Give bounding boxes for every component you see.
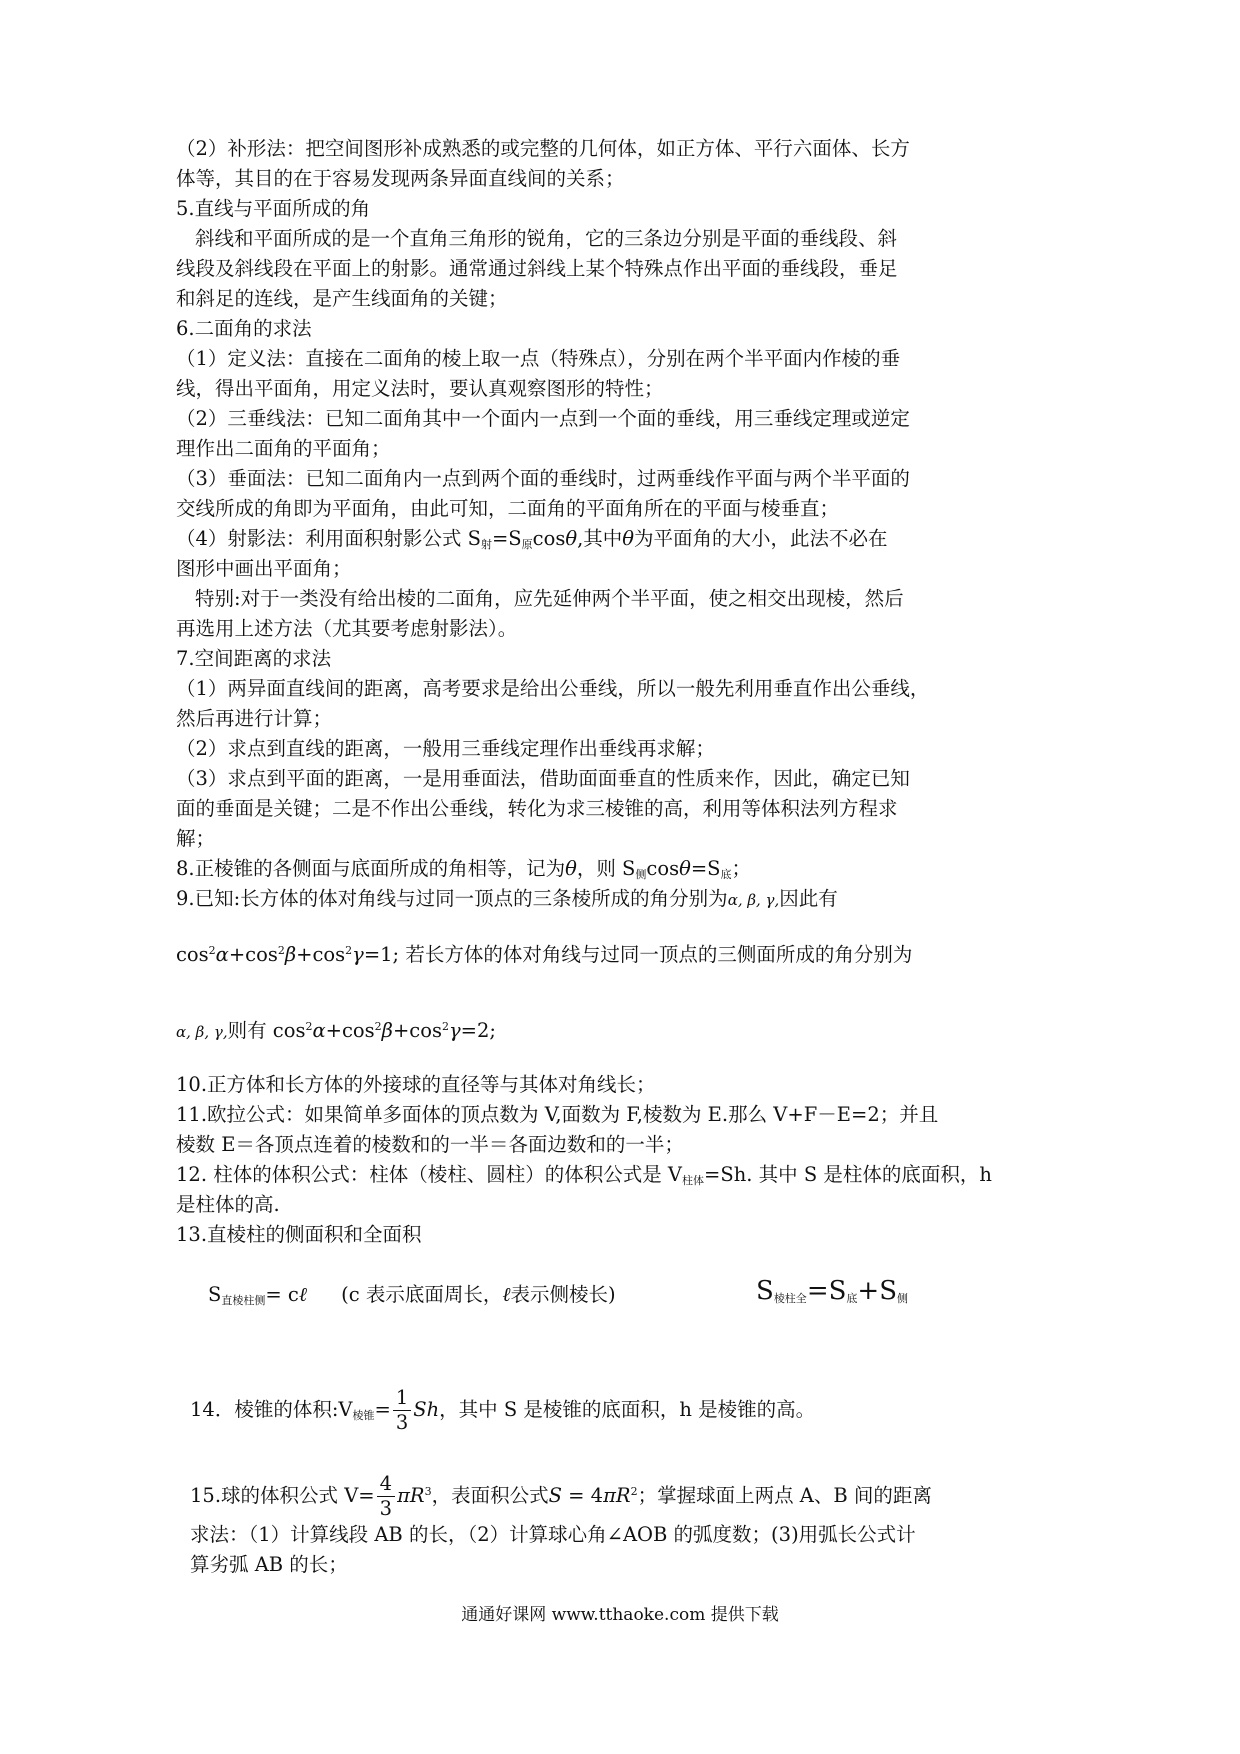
formula-line: 12. 柱体的体积公式：柱体（棱柱、圆柱）的体积公式是 V柱体=Sh. 其中 S 是柱体的底面积，h (176, 1163, 992, 1187)
text-line: 交线所成的角即为平面角，由此可知，二面角的平面角所在的平面与棱垂直； (176, 497, 840, 520)
text-line: 11.欧拉公式：如果简单多面体的顶点数为 V,面数为 F,棱数为 E.那么 V+F－E=2；并且 (176, 1103, 939, 1126)
text-line: 图形中画出平面角； (176, 557, 352, 580)
text-line: 然后再进行计算； (176, 707, 333, 730)
text-line: （2）补形法：把空间图形补成熟悉的或完整的几何体，如正方体、平行六面体、长方 (176, 137, 910, 160)
text-line: 10.正方体和长方体的外接球的直径等与其体对角线长； (176, 1073, 656, 1096)
text-line: 线，得出平面角，用定义法时，要认真观察图形的特性； (176, 377, 664, 400)
text-line: 体等，其目的在于容易发现两条异面直线间的关系； (176, 167, 625, 190)
section-heading: 7.空间距离的求法 (176, 647, 332, 670)
fraction: $\frac{4}{3}$ (377, 1472, 395, 1521)
page-footer: 通通好课网 www.tthaoke.com 提供下载 (461, 1605, 779, 1625)
text-line: 面的垂面是关键；二是不作出公垂线，转化为求三棱锥的高，利用等体积法列方程求 (176, 797, 898, 820)
formula-line: 9.已知:长方体的体对角线与过同一顶点的三条棱所成的角分别为α, β, γ,因此有 (176, 887, 838, 910)
text-line: 是柱体的高. (176, 1193, 280, 1216)
text-line: 特别:对于一类没有给出棱的二面角，应先延伸两个半平面，使之相交出现棱，然后 (195, 587, 904, 610)
text-line: 解； (176, 827, 216, 850)
section-heading: 13.直棱柱的侧面积和全面积 (176, 1223, 422, 1246)
text-line: 理作出二面角的平面角； (176, 437, 391, 460)
formula-line: S棱柱全=S底+S侧 (756, 1276, 909, 1306)
text-line: （1）两异面直线间的距离，高考要求是给出公垂线，所以一般先利用垂直作出公垂线， (176, 677, 930, 700)
text-line: 棱数 E＝各顶点连着的棱数和的一半＝各面边数和的一半； (176, 1133, 684, 1156)
text-line: 和斜足的连线，是产生线面角的关键； (176, 287, 508, 310)
text-line: （3）垂面法：已知二面角内一点到两个面的垂线时，过两垂线作平面与两个半平面的 (176, 467, 910, 490)
formula-line: 8.正棱锥的各侧面与底面所成的角相等，记为θ，则 S侧cosθ=S底； (176, 857, 752, 881)
fraction: $\frac{1}{3}$ (393, 1386, 411, 1435)
formula-line: $\cos^2\alpha+\cos^2\beta+\cos^2\gamma=1$; 若长方体的体对角线与过同一顶点的三侧面所成的角分别为 (176, 943, 913, 966)
text-line: （1）定义法：直接在二面角的棱上取一点（特殊点），分别在两个半平面内作棱的垂 (176, 347, 901, 370)
section-heading: 5.直线与平面所成的角 (176, 197, 371, 220)
text-line: 再选用上述方法（尤其要考虑射影法）。 (176, 617, 518, 640)
formula-line: （4）射影法：利用面积射影公式 S射=S原cosθ,其中θ为平面角的大小，此法不必在 (176, 527, 888, 551)
text-line: （3）求点到平面的距离，一是用垂面法，借助面面垂直的性质来作，因此，确定已知 (176, 767, 910, 790)
text-line: （2）求点到直线的距离，一般用三垂线定理作出垂线再求解； (176, 737, 715, 760)
formula-line: S直棱柱侧= cℓ (c 表示底面周长，ℓ表示侧棱长) (208, 1283, 616, 1307)
text-line: 算劣弧 AB 的长； (190, 1553, 348, 1576)
text-line: 求法：（1）计算线段 AB 的长，（2）计算球心角∠AOB 的弧度数；(3)用弧长公式计 (190, 1523, 916, 1546)
text-line: （2）三垂线法：已知二面角其中一个面内一点到一个面的垂线，用三垂线定理或逆定 (176, 407, 910, 430)
section-heading: 6.二面角的求法 (176, 317, 312, 340)
formula-line: 14．棱锥的体积:V棱锥= $\frac{1}{3}$ Sh，其中 S 是棱锥的底面积，h 是棱锥的高。 (190, 1386, 816, 1434)
formula-line: 15.球的体积公式 V= $\frac{4}{3}$ $\pi R^3$，表面积公式$S = 4\pi R^2$；掌握球面上两点 A、B 间的距离 (190, 1472, 932, 1520)
text-line: 斜线和平面所成的是一个直角三角形的锐角，它的三条边分别是平面的垂线段、斜 (195, 227, 898, 250)
text-line: 线段及斜线段在平面上的射影。通常通过斜线上某个特殊点作出平面的垂线段，垂足 (176, 257, 898, 280)
formula-line: α, β, γ,则有 $\cos^2\alpha+\cos^2\beta+\cos^2\gamma=2$; (176, 1019, 496, 1042)
